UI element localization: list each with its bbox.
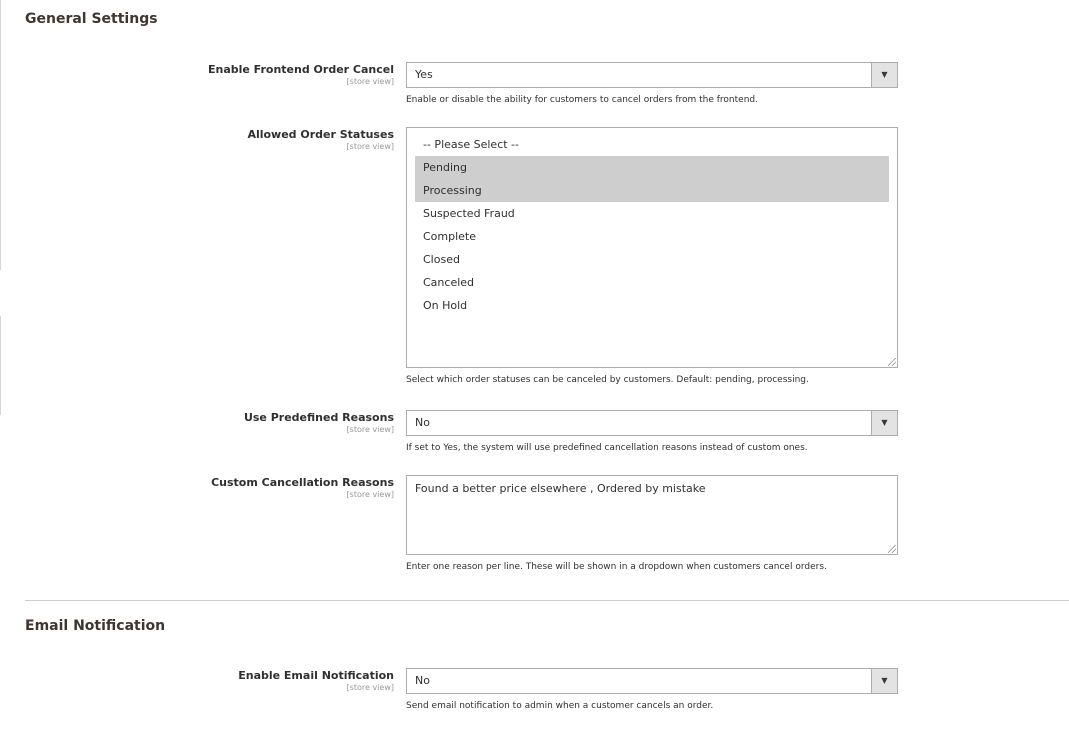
- field-control: [406, 62, 898, 106]
- field-note: If set to Yes, the system will use predefined cancellation reasons instead of custom ones.: [406, 443, 808, 453]
- field-scope-label: [store view]: [346, 683, 394, 692]
- field-label-text: Enable Frontend Order Cancel: [207, 63, 394, 76]
- field-label-text: Allowed Order Statuses: [247, 128, 394, 141]
- field-control: [406, 668, 898, 712]
- multiselect-option-closed[interactable]: Closed: [423, 253, 460, 266]
- left-edge-rule-top: [0, 0, 1, 270]
- section-title-email-notification: Email Notification: [25, 618, 166, 634]
- field-label: [244, 411, 394, 434]
- multiselect-option-suspected-fraud[interactable]: Suspected Fraud: [423, 207, 515, 220]
- field-scope-label: [store view]: [346, 490, 394, 499]
- field-scope-label: [store view]: [346, 77, 394, 86]
- field-note: Enter one reason per line. These will be shown in a dropdown when customers cancel orders.: [406, 562, 827, 572]
- multiselect-option-complete[interactable]: Complete: [423, 230, 477, 243]
- multiselect-option-canceled[interactable]: Canceled: [423, 276, 475, 289]
- field-label-text: Enable Email Notification: [238, 669, 394, 682]
- section-divider: [25, 600, 1069, 601]
- field-label-text: Use Predefined Reasons: [243, 411, 394, 424]
- field-scope-label: [store view]: [346, 425, 394, 434]
- field-label: [247, 128, 394, 151]
- field-control: [406, 410, 898, 454]
- chevron-down-icon[interactable]: ▼: [871, 669, 897, 693]
- multiselect-option-processing[interactable]: Processing: [415, 179, 889, 202]
- use-predefined-reasons-select[interactable]: [406, 410, 898, 436]
- field-note: Enable or disable the ability for customers to cancel orders from the frontend.: [406, 95, 758, 105]
- multiselect-option-pending[interactable]: Pending: [415, 156, 889, 179]
- multiselect-option-on-hold[interactable]: On Hold: [423, 299, 468, 312]
- enable-email-notification-select[interactable]: [406, 668, 898, 694]
- multiselect-option-please-select[interactable]: -- Please Select --: [423, 138, 519, 151]
- field-control: [406, 127, 898, 386]
- field-control: [406, 475, 898, 573]
- select-value: No: [415, 416, 430, 429]
- custom-cancellation-reasons-textarea[interactable]: [406, 475, 898, 555]
- chevron-down-icon[interactable]: ▼: [871, 63, 897, 87]
- field-note: Select which order statuses can be canceled by customers. Default: pending, processing.: [406, 375, 809, 385]
- resize-grip-icon[interactable]: [888, 545, 896, 553]
- field-label-text: Custom Cancellation Reasons: [211, 476, 394, 489]
- section-title-general-settings: General Settings: [25, 11, 158, 27]
- chevron-down-icon[interactable]: ▼: [871, 411, 897, 435]
- field-note: Send email notification to admin when a customer cancels an order.: [406, 701, 714, 711]
- select-value: No: [415, 674, 430, 687]
- field-label: [211, 476, 394, 499]
- select-value: Yes: [415, 68, 433, 81]
- left-edge-rule-bottom: [0, 316, 1, 415]
- field-scope-label: [store view]: [346, 142, 394, 151]
- field-label: [208, 63, 394, 86]
- textarea-value: Found a better price elsewhere , Ordered by mistake: [415, 482, 706, 495]
- enable-frontend-order-cancel-select[interactable]: [406, 62, 898, 88]
- allowed-order-statuses-multiselect[interactable]: [406, 127, 898, 368]
- field-label: [238, 669, 394, 692]
- resize-grip-icon[interactable]: [888, 358, 896, 366]
